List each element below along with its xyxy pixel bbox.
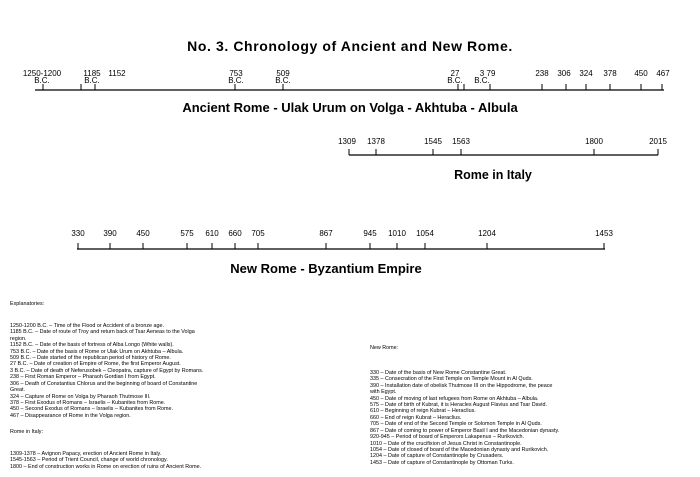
italy-tick-label: 1545 bbox=[424, 137, 442, 146]
page-title: No. 3. Chronology of Ancient and New Rome. bbox=[187, 38, 513, 54]
new-rome-notes-heading: New Rome: bbox=[370, 344, 399, 351]
note-item: 335 – Consecration of the First Temple on Temple Mount in Al Quds. bbox=[370, 376, 533, 383]
note-item: 27 B.C. – Date of creation of Empire of Rome, the first Emperor August. bbox=[10, 361, 181, 368]
new-rome-tick-label: 390 bbox=[103, 229, 117, 238]
italy-tick-label: 1309 bbox=[338, 137, 356, 146]
note-item: 1309-1378 – Avignon Papacy, erection of Ancient Rome in Italy. bbox=[10, 451, 162, 458]
note-item: 575 – Date of birth of Kubrat, it is Heracles August Flavius and Tsar David. bbox=[370, 402, 547, 409]
note-item: 324 – Capture of Rome on Volga by Pharaoh Thutmose III. bbox=[10, 393, 151, 400]
rome-in-italy-timeline bbox=[338, 137, 667, 155]
note-item: 753 B.C. – Date of the basis of Rome or Ulak Urum on Akhtuba – Albula. bbox=[10, 348, 184, 355]
rome-in-italy-notes-list bbox=[10, 451, 355, 470]
new-rome-band-label: New Rome - Byzantium Empire bbox=[230, 261, 422, 276]
ancient-tick-label: 1152 bbox=[108, 69, 126, 78]
note-item: 1545-1563 – Period of Trient Council, change of world chronology. bbox=[10, 457, 168, 464]
note-item: 867 – Date of coming to power of Emperor Basil I and the Macedonian dynasty. bbox=[370, 427, 560, 434]
note-item: 330 – Date of the basis of New Rome Constantine Great. bbox=[370, 370, 507, 377]
italy-tick-label: 1378 bbox=[367, 137, 385, 146]
note-item: 1800 – End of construction works in Rome on erection of ruins of Ancient Rome. bbox=[10, 463, 202, 470]
ancient-tick-label: 27 bbox=[450, 69, 460, 78]
new-rome-tick-label: 867 bbox=[319, 229, 333, 238]
new-rome-tick-label: 610 bbox=[205, 229, 219, 238]
rome-in-italy-band-label: Rome in Italy bbox=[454, 168, 532, 182]
note-item: 920-945 – Period of board of Emperors Lakapenus – Rurikovich. bbox=[370, 434, 525, 441]
note-item: 610 – Beginning of reign Kubrat – Heraclius. bbox=[370, 408, 476, 415]
explanatories-heading: Explanatories: bbox=[10, 300, 45, 307]
rome-in-italy-notes-heading: Rome in Italy: bbox=[10, 428, 43, 435]
ancient-tick-era: B.C. bbox=[275, 76, 291, 85]
ancient-rome-timeline bbox=[23, 69, 670, 90]
rome-in-italy-notes bbox=[10, 416, 355, 477]
ancient-rome-band-label: Ancient Rome - Ulak Urum on Volga - Akhtuba - Albula bbox=[182, 100, 518, 115]
new-rome-notes bbox=[370, 332, 692, 473]
note-item: 1204 – Date of capture of Constantinople by Crusaders. bbox=[370, 453, 504, 460]
new-rome-notes-list bbox=[370, 370, 692, 466]
ancient-tick-era: B.C. bbox=[228, 76, 244, 85]
note-item: 390 – Installation date of obelisk Thutmose III on the Hippodrome, the peace with Egypt. bbox=[370, 382, 553, 396]
new-rome-tick-label: 1204 bbox=[478, 229, 496, 238]
note-item: 705 – Date of end of the Second Temple or Solomon Temple in Al Quds. bbox=[370, 421, 542, 428]
note-item: 467 – Disappearance of Rome in the Volga region. bbox=[10, 412, 131, 419]
ancient-tick-era: B.C. bbox=[447, 76, 463, 85]
note-item: 1054 – Date of closed of board of the Macedonian dynasty and Rurikovich. bbox=[370, 446, 549, 453]
ancient-tick-label: 467 bbox=[656, 69, 670, 78]
italy-tick-label: 1563 bbox=[452, 137, 470, 146]
new-rome-tick-label: 705 bbox=[251, 229, 265, 238]
note-item: 450 – Date of moving of last refugees from Rome on Akhtuba – Albula. bbox=[370, 395, 539, 402]
note-item: 1453 – Date of capture of Constantinople by Ottoman Turks. bbox=[370, 459, 514, 466]
ancient-tick-label: 378 bbox=[603, 69, 617, 78]
ancient-tick-label: 1250-1200 bbox=[22, 69, 62, 78]
note-item: 1250-1200 B.C. – Time of the Flood or Accident of a bronze age. bbox=[10, 323, 165, 330]
note-item: 660 – End of reign Kubrat – Heraclius. bbox=[370, 414, 462, 421]
ancient-tick-era: B.C. bbox=[474, 76, 490, 85]
italy-tick-label: 2015 bbox=[649, 137, 667, 146]
note-item: 1152 B.C. – Date of the basis of fortress of Alba Longo (White walls). bbox=[10, 342, 174, 349]
ancient-tick-era: B.C. bbox=[84, 76, 100, 85]
ancient-tick-label: 3 bbox=[479, 69, 485, 78]
new-rome-tick-label: 450 bbox=[136, 229, 150, 238]
new-rome-tick-label: 1010 bbox=[388, 229, 406, 238]
note-item: 3 B.C. – Date of death of Neferusobek – Cleopatra, capture of Egypt by Romans. bbox=[10, 367, 204, 374]
ancient-tick-label: 753 bbox=[229, 69, 243, 78]
note-item: 378 – First Exodus of Romans – Israelis – Kubanites from Rome. bbox=[10, 399, 166, 406]
ancient-tick-era: B.C. bbox=[34, 76, 50, 85]
ancient-tick-label: 450 bbox=[634, 69, 648, 78]
new-rome-timeline bbox=[71, 229, 613, 249]
new-rome-tick-label: 1453 bbox=[595, 229, 613, 238]
note-item: 1010 – Date of the crucifixion of Jesus Christ in Constantinople. bbox=[370, 440, 522, 447]
ancient-tick-label: 509 bbox=[276, 69, 290, 78]
ancient-tick-label: 79 bbox=[486, 69, 496, 78]
ancient-tick-label: 1185 bbox=[83, 69, 101, 78]
italy-tick-label: 1800 bbox=[585, 137, 603, 146]
new-rome-tick-label: 575 bbox=[180, 229, 194, 238]
note-item: 450 – Second Exodus of Romans – Israelis – Kubanites from Rome. bbox=[10, 406, 174, 413]
ancient-tick-label: 238 bbox=[535, 69, 549, 78]
explanatories-block bbox=[10, 288, 355, 426]
note-item: 509 B.C. – Date started of the republican period of history of Rome. bbox=[10, 355, 171, 362]
new-rome-tick-label: 330 bbox=[71, 229, 85, 238]
note-item: 238 – First Roman Emperor – Pharaoh Gordian I from Egypt. bbox=[10, 374, 156, 381]
new-rome-tick-label: 945 bbox=[363, 229, 377, 238]
ancient-tick-label: 306 bbox=[557, 69, 571, 78]
note-item: 1185 B.C. – Date of route of Troy and return back of Tsar Aeneas to the Volga region. bbox=[10, 329, 195, 342]
explanatories-list bbox=[10, 323, 355, 419]
ancient-tick-label: 324 bbox=[579, 69, 593, 78]
new-rome-tick-label: 1054 bbox=[416, 229, 434, 238]
new-rome-tick-label: 660 bbox=[228, 229, 242, 238]
note-item: 306 – Death of Constantius Chlorus and the beginning of board of Constantine Great. bbox=[10, 380, 198, 394]
